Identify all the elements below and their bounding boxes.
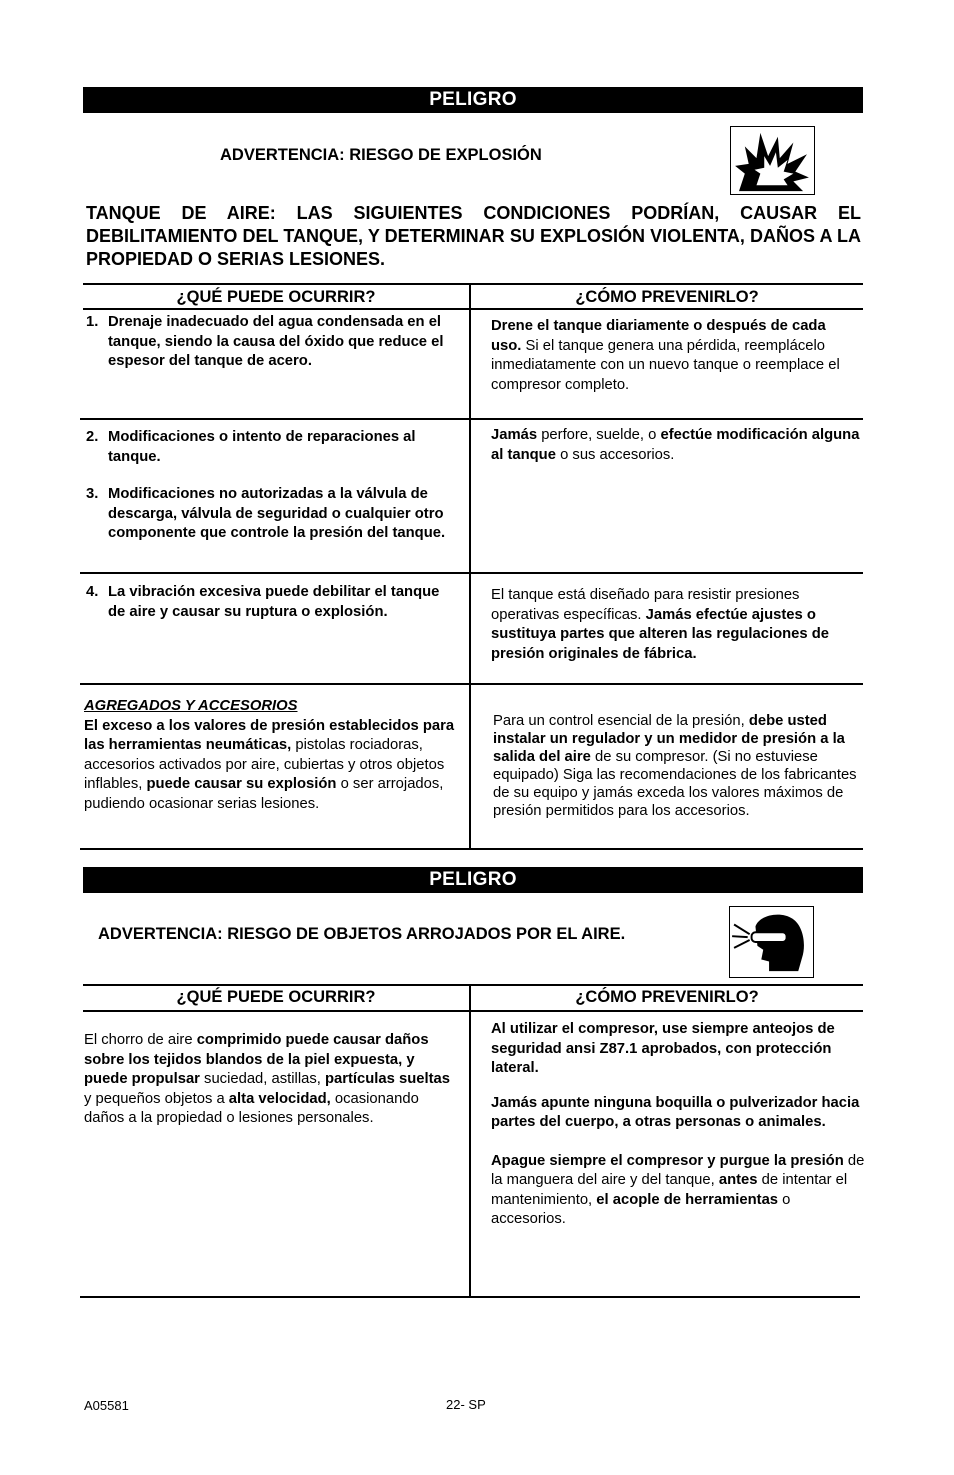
table-row-3-cause bbox=[86, 583, 454, 622]
table-row-rule bbox=[80, 683, 863, 685]
table-row-3-prevention bbox=[491, 586, 857, 664]
table-row-rule bbox=[80, 572, 863, 574]
cause-bold: puede causar su explosión bbox=[146, 776, 337, 792]
prevention-text: o sus accesorios. bbox=[555, 446, 675, 463]
prevention-paragraph-goggles: Al utilizar el compresor, use siempre anteojos de seguridad ansi Z87.1 aprobados, con protección lateral. bbox=[491, 1021, 835, 1076]
table-row-4-prevention bbox=[493, 712, 861, 820]
prevention-bold: el acople de herramientas bbox=[596, 1191, 779, 1208]
item-text: Modificaciones o intento de reparaciones al tanque. bbox=[108, 429, 416, 465]
danger-banner: PELIGRO bbox=[83, 867, 863, 893]
table-top-rule bbox=[83, 283, 863, 285]
table-row-4-cause bbox=[84, 697, 456, 814]
prevention-paragraph-shutdown bbox=[491, 1152, 869, 1230]
prevention-bold: Jamás efectúe ajustes o sustituya partes que alteren las regulaciones de presión originales de fábrica. bbox=[491, 606, 829, 662]
prevention-paragraph-nozzle: Jamás apunte ninguna boquilla o pulverizador hacia partes del cuerpo, a otras personas o animales. bbox=[491, 1094, 860, 1130]
table-header-rule bbox=[83, 1010, 863, 1012]
prevention-text: Si el tanque genera una pérdida, reemplácelo inmediatamente con un nuevo tanque o reemplace el compresor completo. bbox=[491, 337, 840, 393]
explosion-icon bbox=[730, 126, 815, 195]
prevention-text: perfore, suelde, o bbox=[537, 427, 661, 443]
table-row-1-cause bbox=[86, 313, 454, 372]
prevention-text: Para un control esencial de la presión, bbox=[493, 713, 749, 729]
cause-bold: El exceso a los valores de presión establecidos para las herramientas neumáticas, bbox=[84, 717, 455, 753]
explosion-warning-title: ADVERTENCIA: RIESGO DE EXPLOSIÓN bbox=[220, 146, 542, 164]
prevention-text: de la manguera del aire y del tanque, bbox=[491, 1152, 865, 1188]
cause-text: ocasionando daños a la propiedad o lesiones personales. bbox=[84, 1090, 419, 1126]
cause-bold: partículas sueltas bbox=[324, 1071, 450, 1087]
table-row-2-cause bbox=[86, 428, 454, 544]
danger-banner: PELIGRO bbox=[83, 87, 863, 113]
document-code: A05581 bbox=[84, 1398, 129, 1413]
item-number: 3. bbox=[86, 486, 99, 502]
item-text: Modificaciones no autorizadas a la válvula de descarga, válvula de seguridad o cualquier otro componente que controle la presión del tanque. bbox=[108, 486, 446, 541]
table-row-2-prevention bbox=[491, 426, 861, 465]
cause-text: suciedad, astillas, bbox=[199, 1071, 325, 1087]
accessories-heading: AGREGADOS Y ACCESORIOS bbox=[84, 698, 298, 714]
item-number: 2. bbox=[86, 429, 99, 445]
table-header-rule bbox=[83, 308, 863, 310]
item-text: La vibración excesiva puede debilitar el tanque de aire y causar su ruptura o explosión. bbox=[108, 584, 440, 620]
table-top-rule bbox=[83, 984, 863, 986]
tank-danger-intro: TANQUE DE AIRE: LAS SIGUIENTES CONDICIONES PODRÍAN, CAUSAR EL DEBILITAMIENTO DEL TANQUE, Y DETERMINAR SU EXPLOSIÓN VIOLENTA, DAÑOS A LA PROPIEDAD O SERIAS LESIONES. bbox=[86, 203, 861, 269]
prevention-text: El tanque está diseñado para resistir presiones operativas específicas. bbox=[491, 587, 800, 623]
table-row-rule bbox=[80, 418, 863, 420]
flying-objects-cause bbox=[84, 1031, 456, 1129]
cause-bold: comprimido puede causar daños sobre los tejidos blandos de la piel expuesta, y puede propulsar bbox=[84, 1032, 429, 1087]
column-header-how-prevent: ¿CÓMO PREVENIRLO? bbox=[575, 288, 759, 306]
table-row-1-prevention bbox=[491, 317, 857, 395]
prevention-text: de su compresor. (Si no estuviese equipado) Siga las recomendaciones de los fabricantes de su equipo y jamás exceda los valores máximos de presión permitidos para los accesorios. bbox=[493, 749, 857, 819]
flying-objects-warning-title: ADVERTENCIA: RIESGO DE OBJETOS ARROJADOS POR EL AIRE. bbox=[98, 925, 626, 943]
item-text: Drenaje inadecuado del agua condensada en el tanque, siendo la causa del óxido que reduce el espesor del tanque de acero. bbox=[108, 314, 444, 369]
prevention-text: de intentar el mantenimiento, bbox=[491, 1172, 848, 1208]
page-number: 22- SP bbox=[446, 1397, 486, 1412]
table-column-divider bbox=[469, 283, 471, 848]
table-bottom-rule bbox=[80, 848, 863, 850]
table-column-divider bbox=[469, 984, 471, 1296]
prevention-bold: Jamás bbox=[491, 427, 538, 443]
safety-goggles-icon bbox=[729, 906, 814, 978]
cause-text: El chorro de aire bbox=[84, 1032, 197, 1048]
prevention-bold: Drene el tanque diariamente o después de cada uso. bbox=[491, 318, 826, 354]
prevention-bold: debe usted instalar un regulador y un medidor de presión a la salida del aire bbox=[493, 713, 845, 765]
cause-text: y pequeños objetos a bbox=[84, 1090, 229, 1107]
cause-bold: alta velocidad, bbox=[228, 1090, 331, 1107]
cause-text: o ser arrojados, pudiendo ocasionar serias lesiones. bbox=[84, 776, 444, 812]
prevention-text: o accesorios. bbox=[491, 1191, 791, 1227]
flying-objects-prevention bbox=[491, 1020, 869, 1230]
column-header-what-happens: ¿QUÉ PUEDE OCURRIR? bbox=[176, 988, 376, 1006]
item-number: 4. bbox=[86, 584, 99, 600]
prevention-bold: efectúe modificación alguna al tanque bbox=[491, 427, 860, 463]
prevention-bold: Apague siempre el compresor y purgue la presión bbox=[491, 1152, 844, 1169]
cause-text: pistolas rociadoras, accesorios activados por aire, cubiertas y otros objetos inflables, bbox=[84, 737, 445, 792]
column-header-what-happens: ¿QUÉ PUEDE OCURRIR? bbox=[176, 288, 376, 306]
table-bottom-rule bbox=[80, 1296, 860, 1298]
prevention-bold: antes bbox=[718, 1172, 758, 1188]
item-number: 1. bbox=[86, 314, 99, 330]
column-header-how-prevent: ¿CÓMO PREVENIRLO? bbox=[575, 988, 759, 1006]
